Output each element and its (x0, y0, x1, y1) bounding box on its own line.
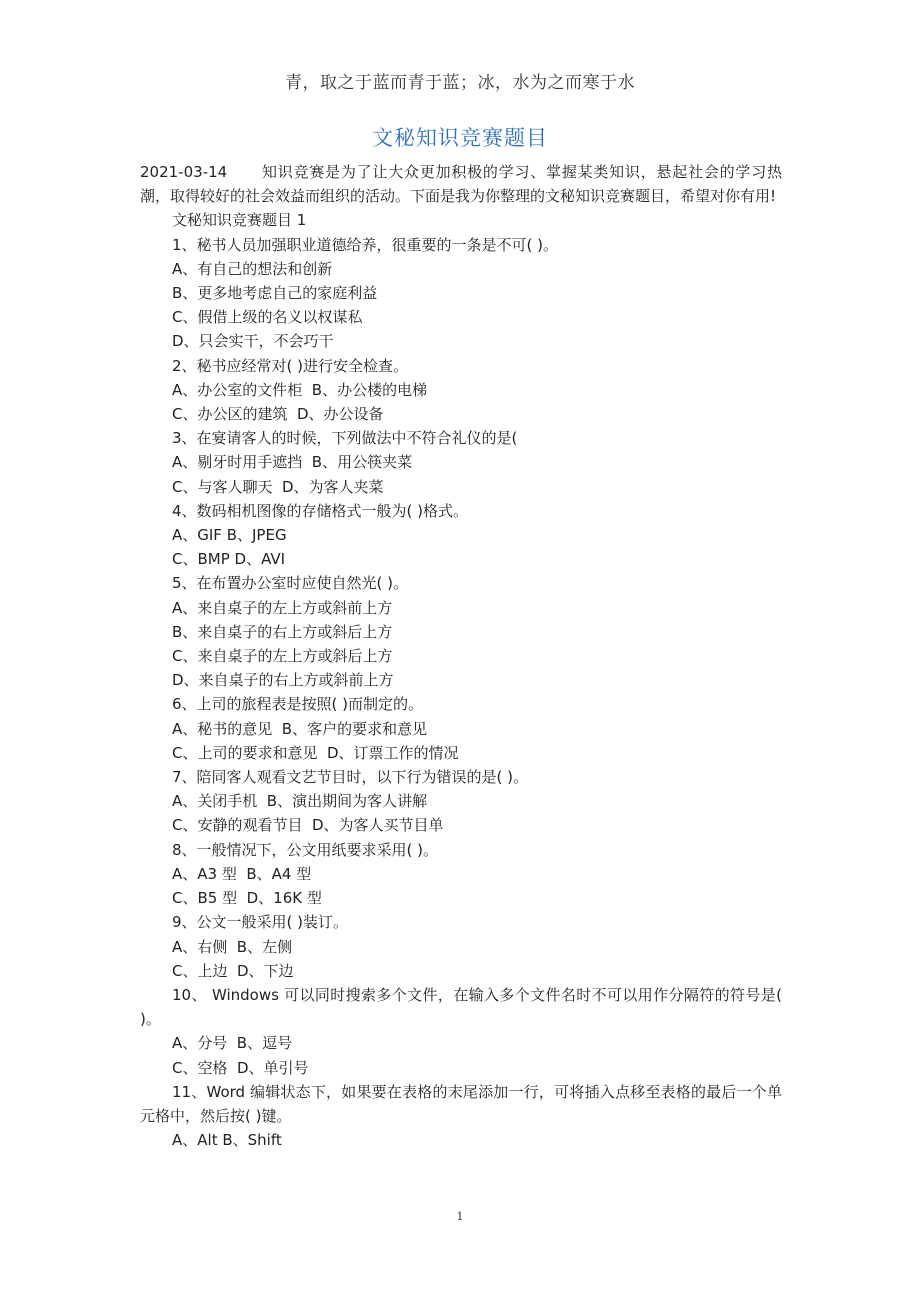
document-line: B、来自桌子的右上方或斜后上方 (172, 622, 393, 641)
document-line: C、办公区的建筑 D、办公设备 (172, 405, 384, 424)
document-line: A、有自己的想法和创新 (172, 259, 333, 278)
question-11-options (140, 1128, 782, 1152)
document-line: 9、公文一般采用( )装订。 (172, 913, 349, 932)
document-line: A、分号 B、逗号 (172, 1034, 293, 1053)
document-line: 6、上司的旅程表是按照( )而制定的。 (172, 695, 424, 714)
question-10-options (140, 1031, 782, 1079)
document-line: 1、秘书人员加强职业道德给养，很重要的一条是不可( )。 (172, 235, 559, 254)
document-line: 7、陪同客人观看文艺节目时，以下行为错误的是( )。 (172, 768, 529, 787)
section-title: 文秘知识竞赛题目 1 (172, 211, 307, 230)
document-line: 8、一般情况下，公文用纸要求采用( )。 (172, 840, 439, 859)
document-line: 2、秘书应经常对( )进行安全检查。 (172, 356, 409, 375)
document-line: C、空格 D、单引号 (172, 1058, 309, 1077)
page-number: 1 (456, 1210, 464, 1223)
document-line: A、办公室的文件柜 B、办公楼的电梯 (172, 380, 428, 399)
document-line: 5、在布置办公室时应使自然光( )。 (172, 574, 409, 593)
document-line: D、只会实干，不会巧干 (172, 332, 334, 351)
document-line: C、BMP D、AVI (172, 550, 286, 569)
document-line: 4、数码相机图像的存储格式一般为( )格式。 (172, 501, 469, 520)
intro-paragraph (140, 160, 782, 208)
document-line: A、右侧 B、左侧 (172, 937, 293, 956)
document-line: 3、在宴请客人的时候，下列做法中不符合礼仪的是( (172, 429, 518, 448)
document-title: 文秘知识竞赛题目 (372, 126, 548, 150)
document-line: A、秘书的意见 B、客户的要求和意见 (172, 719, 428, 738)
document-line: C、B5 型 D、16K 型 (172, 889, 322, 908)
document-line: C、与客人聊天 D、为客人夹菜 (172, 477, 384, 496)
page-header: 青，取之于蓝而青于蓝；冰，水为之而寒于水 (285, 73, 635, 93)
document-line: A、关闭手机 B、演出期间为客人讲解 (172, 792, 428, 811)
document-line: A、GIF B、JPEG (172, 526, 287, 545)
document-line: C、来自桌子的左上方或斜后上方 (172, 647, 393, 666)
question-10: 10、 Windows 可以同时搜索多个文件，在输入多个文件名时不可以用作分隔符的符号是( )。 (140, 985, 782, 1029)
document-line: B、更多地考虑自己的家庭利益 (172, 284, 378, 303)
document-line: D、来自桌子的右上方或斜前上方 (172, 671, 394, 690)
document-line: C、假借上级的名义以权谋私 (172, 308, 363, 327)
intro-text: 知识竞赛是为了让大众更加积极的学习、掌握某类知识，悬起社会的学习热潮，取得较好的社会效益而组织的活动。下面是我为你整理的文秘知识竞赛题目，希望对你有用! (140, 163, 782, 206)
publish-date: 2021-03-14 (140, 163, 228, 181)
document-line: A、A3 型 B、A4 型 (172, 864, 312, 883)
document-body (140, 160, 782, 1152)
document-line: C、上边 D、下边 (172, 961, 294, 980)
document-line: A、剔牙时用手遮挡 B、用公筷夹菜 (172, 453, 413, 472)
document-line: A、Alt B、Shift (172, 1131, 282, 1150)
question-list (140, 233, 782, 983)
document-line: A、来自桌子的左上方或斜前上方 (172, 598, 393, 617)
document-line: C、安静的观看节目 D、为客人买节目单 (172, 816, 444, 835)
question-11: 11、Word 编辑状态下，如果要在表格的末尾添加一行，可将插入点移至表格的最后一个单元格中，然后按( )键。 (140, 1082, 782, 1125)
document-line: C、上司的要求和意见 D、订票工作的情况 (172, 743, 459, 762)
